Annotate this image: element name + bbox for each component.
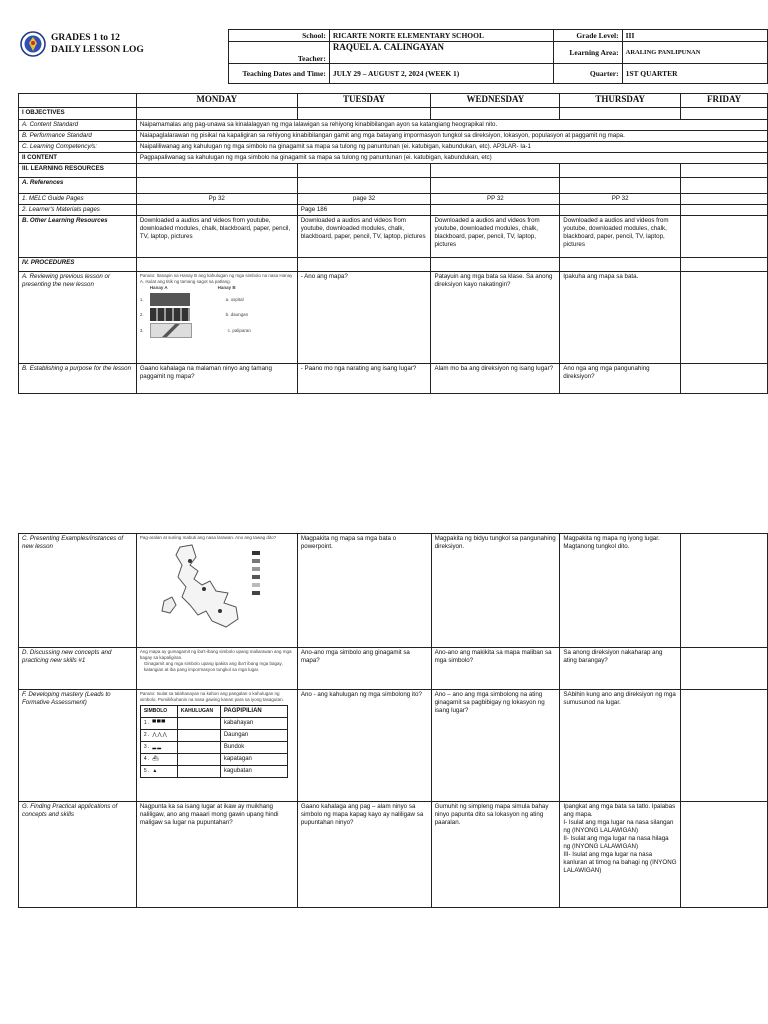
log-title — [51, 32, 144, 56]
other-resources-wednesday: Downloaded a audios and videos from youtube, downloaded modules, chalk, blackboard, paper, pencil, TV, laptop, pictures — [431, 216, 560, 258]
mastery-wednesday: Ano – ano ang mga simbolong na ating ginagamit sa pagbibigay ng lokasyon ng isang lugar? — [431, 690, 560, 802]
mastery-tuesday: Ano - ang kahulugan ng mga simbolong ito? — [297, 690, 431, 802]
purpose-label: B. Establishing a purpose for the lesson — [19, 364, 137, 394]
mastery-monday — [136, 690, 297, 802]
resources-heading: III. LEARNING RESOURCES — [19, 164, 137, 178]
reviewing-wednesday: Patayuin ang mga bata sa klase. Sa anong direksiyon kayo nakatingin? — [431, 272, 560, 364]
hospital-symbol-icon — [150, 293, 190, 306]
day-friday: FRIDAY — [681, 94, 768, 108]
option-a: a. ospital — [225, 296, 244, 302]
plain-symbol-icon: 5. ▲ — [140, 766, 177, 778]
applications-friday — [681, 802, 768, 908]
title-line2: DAILY LESSON LOG — [51, 45, 144, 55]
other-resources-monday: Downloaded a audios and videos from youtube, downloaded modules, chalk, blackboard, paper, pencil, TV, laptop, pictures — [136, 216, 297, 258]
day-header-row — [19, 94, 768, 108]
hanay-b-label: Hanay B — [217, 285, 236, 290]
ship-symbol-icon: 4. ⛴ — [140, 754, 177, 766]
melc-friday — [681, 194, 768, 205]
port-symbol-icon — [150, 308, 190, 321]
applications-label: G. Finding Practical applications of concepts and skills — [19, 802, 137, 908]
presenting-friday — [681, 534, 768, 648]
lesson-log-table-1 — [18, 93, 768, 394]
quarter-label: Quarter: — [554, 64, 622, 84]
melc-wednesday: PP 32 — [431, 194, 560, 205]
competency-text: Naipaliliwanag ang kahulugan ng mga simbolo na ginagamit sa mapa sa tulong ng panuntunan (ei. katubigan, kabundukan, etc). AP3LAR- Ia-1 — [136, 142, 767, 153]
melc-monday: Pp 32 — [136, 194, 297, 205]
choice: kabahayan — [220, 718, 287, 730]
grade-label: Grade Level: — [554, 30, 622, 42]
references-heading: A. References — [19, 178, 137, 194]
lm-monday — [136, 205, 297, 216]
teacher-value: RAQUEL A. CALINGAYAN — [329, 42, 553, 64]
presenting-thursday: Magpakita ng mapa ng iyong lugar. Magtanong tungkol dito. — [560, 534, 681, 648]
port-symbol-icon: 2. ⋀⋀⋀ — [140, 730, 177, 742]
log-header — [18, 29, 768, 83]
applications-thursday: Ipangkat ang mga bata sa tatlo. Ipalabas ang mapa. I- Isulat ang mga lugar na nasa silangan ng (INYONG LALAWIGAN) II- Isulat ang mga lugar na nasa hilaga ng (INYONG LALAWIGAN) III- Isulat ang mga lugar na nasa kanluran at timog na bahagi ng (INYONG LALAWIGAN) — [560, 802, 681, 908]
mastery-label: F. Developing mastery (Leads to Formative Assessment) — [19, 690, 137, 802]
reviewing-panuto: Panuto: Itanapin sa Hanay B ang kahulugan ng mga simbolo na nasa Hanay A. Isulat ang titik ng tamang sagot sa patlang. — [139, 273, 293, 284]
purpose-friday — [681, 364, 768, 394]
info-table — [228, 29, 768, 84]
content-standard-label: A. Content Standard — [19, 120, 137, 131]
presenting-label: C. Presenting Examples/instances of new lesson — [19, 534, 137, 648]
col-kahulugan: KAHULUGAN — [177, 706, 220, 718]
applications-wednesday: Gumuhit ng simpleng mapa simula bahay ninyo papunta dito sa lokasyon ng ating paaralan. — [431, 802, 560, 908]
discussing-monday — [136, 648, 297, 690]
performance-standard-text: Naiapaglalarawan ng pisikal na kapaligiran sa rehiyong kinabibilangan gamit ang mga batayang impormasyon tungkol sa direksiyon, lokasyon, populasyon at paggamit ng mapa. — [136, 131, 767, 142]
lm-label: 2. Learner's Materials pages — [19, 205, 137, 216]
deped-seal-icon — [20, 31, 46, 57]
discussing-tuesday: Ano-ano mga simbolo ang ginagamit sa mapa? — [297, 648, 431, 690]
school-label: School: — [229, 30, 330, 42]
grade-value: III — [622, 30, 767, 42]
reviewing-tuesday: - Ano ang mapa? — [297, 272, 431, 364]
school-value: RICARTE NORTE ELEMENTARY SCHOOL — [329, 30, 553, 42]
quarter-value: 1ST QUARTER — [622, 64, 767, 84]
discussing-text-1: Ang mapa ay gumagamit ng iba't-ibang simbolo upang maliarawan ang mga bagay sa kapaligiran. — [139, 649, 292, 660]
lm-tuesday: Page 186 — [297, 205, 431, 216]
dates-label: Teaching Dates and Time: — [229, 64, 330, 84]
applications-tuesday: Gaano kahalaga ang pag – alam ninyo sa simbolo ng mapa kapag kayo ay naliligaw sa pupuntahan ninyo? — [297, 802, 431, 908]
objectives-heading: I OBJECTIVES — [19, 108, 137, 120]
lm-friday — [681, 205, 768, 216]
reviewing-thursday: Ipakuha ang mapa sa bata. — [560, 272, 681, 364]
mastery-panuto: Panuto: Isulat sa talahanayan na kahon ang pangalan o kahulugan ng simbolo. Pumili/kuhanin na nasa gawing kanan para sa iyong tasagutan. — [139, 691, 284, 702]
presenting-monday — [136, 534, 297, 648]
choice: kagubatan — [220, 766, 287, 778]
procedures-heading: IV. PROCEDURES — [19, 258, 137, 272]
item-number: 3. — [139, 327, 144, 333]
col-simbolo: SIMBOLO — [140, 706, 177, 718]
airport-symbol-icon — [150, 323, 192, 338]
mastery-thursday: SAbihin kung ano ang direksiyon ng mga sumusunod na lugar. — [560, 690, 681, 802]
presenting-caption: Pag-aralan at suriing mabuti ang nasa larawan. Ano ang tawag dito? — [139, 535, 277, 540]
reviewing-friday — [681, 272, 768, 364]
purpose-monday: Gaano kahalaga na malaman ninyo ang tamang paggamit ng mapa? — [136, 364, 297, 394]
item-number: 1. — [139, 296, 144, 302]
option-c: c. paliparan — [227, 327, 251, 333]
choice: kapatagan — [220, 754, 287, 766]
purpose-thursday: Ano nga ang mga pangunahing direksiyon? — [560, 364, 681, 394]
applications-monday: Nagpunta ka sa isang lugar at ikaw ay muikhang naliligaw, ano ang maaari mong gawin upang hindi maligaw sa lugar na pupuntahan? — [136, 802, 297, 908]
area-label: Learning Area: — [554, 42, 622, 64]
discussing-friday — [681, 648, 768, 690]
other-resources-thursday: Downloaded a audios and videos from youtube, downloaded modules, chalk, blackboard, paper, pencil, TV, laptop, pictures — [560, 216, 681, 258]
col-pagpipilian: PAGPIPILIAN — [220, 706, 287, 718]
reviewing-label: A. Reviewing previous lesson or presenting the new lesson — [19, 272, 137, 364]
day-wednesday: WEDNESDAY — [431, 94, 560, 108]
lesson-log-table-2 — [18, 533, 768, 908]
other-resources-label: B. Other Learning Resources — [19, 216, 137, 258]
day-tuesday: TUESDAY — [297, 94, 431, 108]
performance-standard-label: B. Performance Standard — [19, 131, 137, 142]
teacher-label: Teacher: — [229, 42, 330, 64]
presenting-wednesday: Magpakita ng bidyu tungkol sa pangunahing direksiyon. — [431, 534, 560, 648]
option-b: b. daungan — [225, 311, 249, 317]
blank-corner — [19, 94, 137, 108]
purpose-tuesday: - Paano mo nga narating ang isang lugar? — [297, 364, 431, 394]
choice: Bundok — [220, 742, 287, 754]
lm-wednesday — [431, 205, 560, 216]
houses-symbol-icon: 1. ▀▀▀ — [140, 718, 177, 730]
symbol-table — [140, 705, 288, 778]
melc-tuesday: page 32 — [297, 194, 431, 205]
dates-value: JULY 29 – AUGUST 2, 2024 (WEEK 1) — [329, 64, 553, 84]
choice: Daungan — [220, 730, 287, 742]
mountain-symbol-icon: 3. ▂▂ — [140, 742, 177, 754]
philippine-map-icon — [140, 541, 290, 633]
competency-label: C. Learning Competency/s: — [19, 142, 137, 153]
content-standard-text: Naipamamalas ang pag-unawa sa kinalalagyan ng mga lalawigan sa rehiyong kinabibilangan ayon sa katangiang heograpikal nito. — [136, 120, 767, 131]
day-monday: MONDAY — [136, 94, 297, 108]
reviewing-monday — [136, 272, 297, 364]
presenting-tuesday: Magpakita ng mapa sa mga bata o powerpoint. — [297, 534, 431, 648]
day-thursday: THURSDAY — [560, 94, 681, 108]
other-resources-tuesday: Downloaded a audios and videos from youtube, downloaded modules, chalk, blackboard, paper, pencil, TV, laptop, pictures — [297, 216, 431, 258]
item-number: 2. — [139, 311, 144, 317]
title-line1: GRADES 1 to 12 — [51, 33, 120, 43]
discussing-wednesday: Ano-ano ang makikita sa mapa maliban sa mga simbolo? — [431, 648, 560, 690]
hanay-a-label: Hanay A — [149, 285, 168, 290]
purpose-wednesday: Alam mo ba ang direksiyon ng isang lugar? — [431, 364, 560, 394]
mastery-friday — [681, 690, 768, 802]
discussing-label: D. Discussing new concepts and practicing new skills #1 — [19, 648, 137, 690]
content-text: Pagpapaliwanag sa kahulugan ng mga simbolo na ginagamit sa mapa sa tulong ng panuntunan (ei. katubigan, kabundukan, etc) — [136, 153, 767, 164]
lm-thursday — [560, 205, 681, 216]
discussing-text-2: Ginagamit ang mga simbolo upang ipakita ang iba't ibang mga bagay, katangian at iba pang impormasyon tungkol sa mga lugar. — [143, 661, 283, 672]
content-heading: II CONTENT — [19, 153, 137, 164]
melc-thursday: PP 32 — [560, 194, 681, 205]
area-value: ARALING PANLIPUNAN — [622, 42, 767, 64]
discussing-thursday: Sa anong direksiyon nakaharap ang ating barangay? — [560, 648, 681, 690]
melc-label: 1. MELC Guide Pages — [19, 194, 137, 205]
